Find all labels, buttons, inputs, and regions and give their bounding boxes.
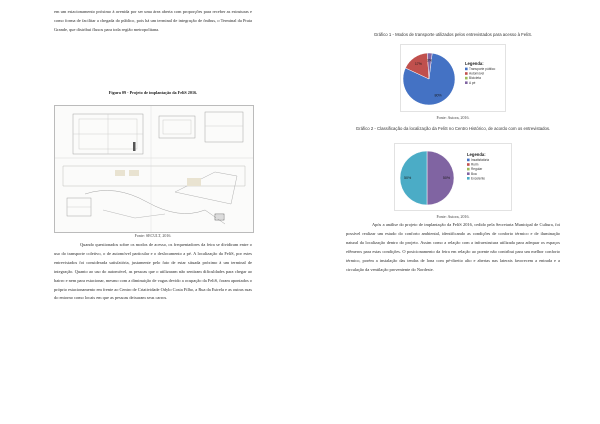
- chart-1-legend-label-1: Automóvel: [469, 71, 485, 76]
- chart-2-legend-swatch-0: [467, 159, 470, 162]
- chart-2-data-label-4: 50%: [403, 176, 412, 181]
- chart-2-title: Gráfico 2 - Classificação da localização da FeliS no Centro Histórico, de acordo com os entrevistados.: [355, 126, 551, 131]
- intro-paragraph: em um estacionamento próximo à avenida por ser uma área aberta com proporções para receber as estruturas e como forma de facilitar a chegada do público, pois há um terminal de integração de ônibus, o Terminal da Praia Grande, que distribui fluxos para toda região metropolitana.: [54, 9, 252, 32]
- chart-2-legend-label-2: Regular: [471, 167, 483, 172]
- chart-2-data-label-3: 50%: [442, 176, 451, 181]
- chart-2-source: Fonte: Autora, 2016.: [436, 214, 470, 219]
- chart-1-legend-swatch-2: [465, 77, 468, 80]
- body-paragraph-right: Após a análise do projeto de implantação da FeliS 2016, cedido pela Secretaria Municipal de Cultura, foi possível realizar um estudo do conforto ambiental, identificando as condições de conforto térmico e de iluminação natural da localização dentro do projeto. Assim como a relação com a infraestrutura utilizada para adequar os espaços efêmeros para estas condições. O posicionamento da feira em relação ao poente não contribui para um melhor conforto térmico, porém a instalação das tendas de lona com pé-direito alto e abertas nas laterais favorecem a entrada e a circulação da ventilação proveniente do Nordeste.: [346, 222, 560, 272]
- figure-source: Fonte: SECULT, 2016.: [134, 233, 172, 238]
- site-plan-figure: [54, 105, 254, 233]
- chart-1-legend-label-0: Transporte público: [469, 67, 496, 71]
- chart-2-legend-swatch-4: [467, 177, 470, 180]
- chart-1-title: Gráfico 1 - Modos de transporte utilizados pelos entrevistados para acesso à FeliS.: [373, 32, 533, 37]
- chart-2-legend-label-3: Boa: [471, 171, 477, 176]
- chart-2-legend-swatch-2: [467, 168, 470, 171]
- chart-2-svg: [395, 144, 511, 210]
- body-paragraph-left: Quando questionados sobre os modos de acesso, os frequentadores da feira se dividiram entre o uso do transporte coletivo, o de automóvel particular e o deslocamento a pé. A localização da FeliS, por estes entrevistados foi considerada satisfatória, justamente pelo fato de estar situada próximo à um terminal de integração. Quanto ao uso do automóvel, as pessoas que o utilizaram não sentiram dificuldades para chegar ao bairro e nem para estacionar, mesmo com a diminuição de vagas devido a ocupação da FeliS, foram apontados o próprio estacionamento em frente ao Centro de Criatividade Odylo Costa Filho, a Rua da Estrela e as outras ruas do entorno como locais em que as pessoas deixaram seus carros.: [54, 242, 252, 301]
- chart-1: [400, 44, 506, 112]
- chart-2: [394, 143, 512, 211]
- chart-1-legend-title: Legenda:: [465, 61, 484, 66]
- chart-2-legend-swatch-1: [467, 163, 470, 166]
- chart-2-legend-swatch-3: [467, 172, 470, 175]
- site-plan-drawing: [55, 106, 253, 232]
- chart-1-data-label-0: 80%: [434, 93, 442, 98]
- chart-1-data-label-1: 17%: [414, 61, 423, 66]
- figure-title: Figura 09 - Projeto de implantação da FeliS 2016.: [108, 90, 198, 95]
- chart-1-data-label-3: 3%: [426, 58, 433, 63]
- chart-1-source: Fonte: Autora, 2016.: [436, 115, 470, 120]
- chart-1-legend-swatch-3: [465, 81, 468, 84]
- chart-1-legend-label-3: A pé: [469, 80, 476, 85]
- chart-1-legend-label-2: Bicicleta: [469, 76, 481, 81]
- chart-1-legend-swatch-1: [465, 72, 468, 75]
- chart-1-svg: [401, 45, 505, 111]
- chart-2-legend-title: Legenda:: [467, 152, 486, 157]
- chart-2-legend-label-4: Excelente: [471, 176, 485, 181]
- chart-2-legend-label-0: Insatisfatória: [471, 158, 490, 162]
- chart-2-legend-label-1: Ruim: [471, 162, 479, 167]
- chart-1-legend-swatch-0: [465, 68, 468, 71]
- right-page: [300, 0, 600, 424]
